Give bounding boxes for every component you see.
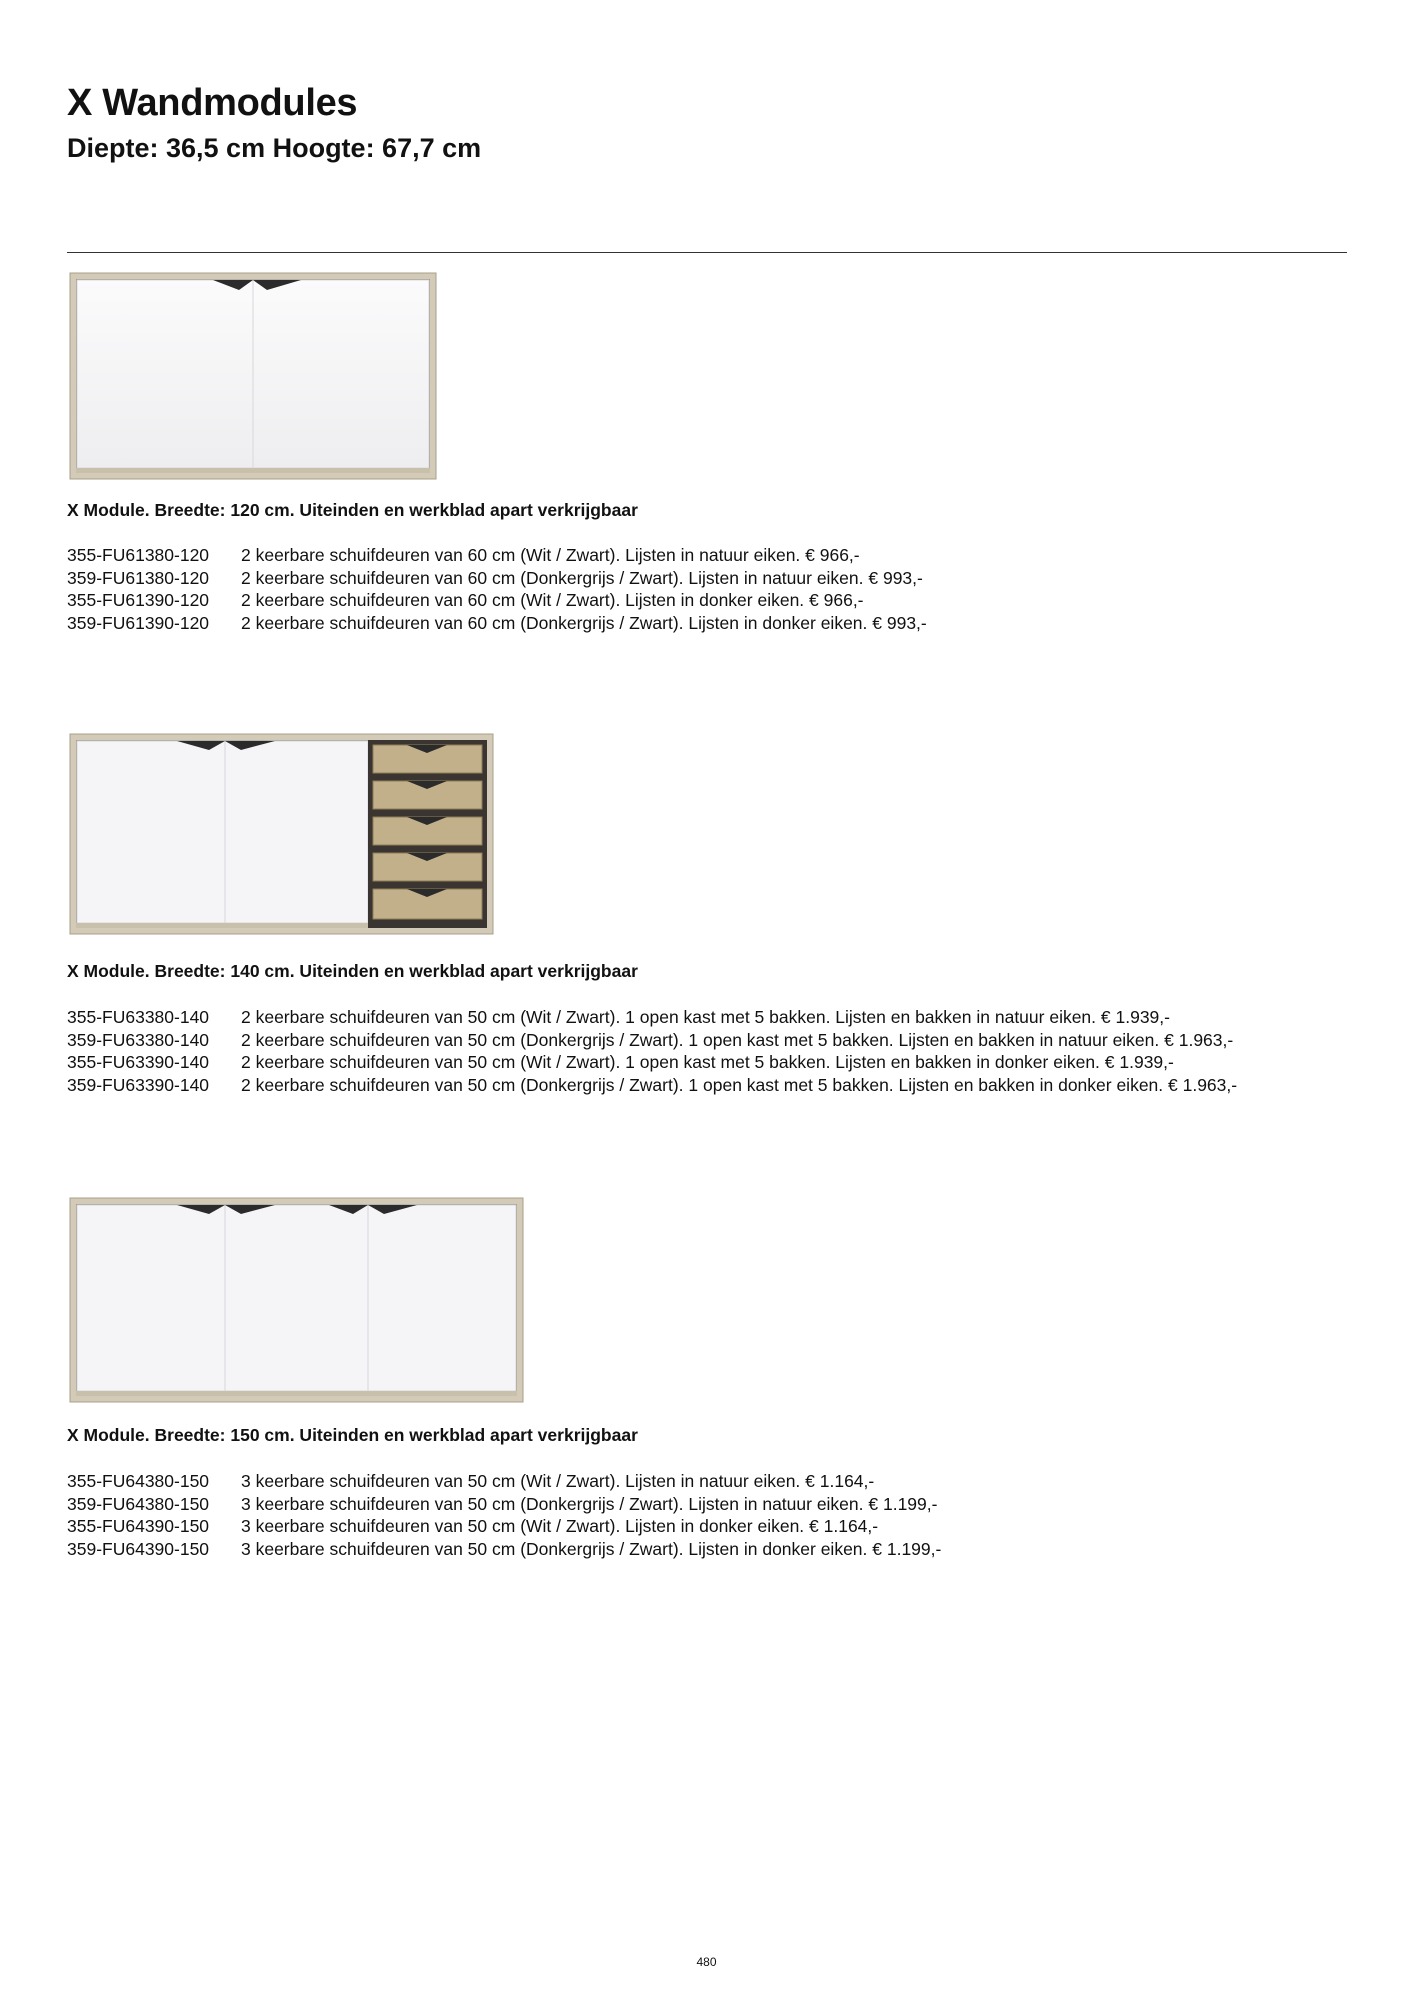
item-code: 359-FU61390-120 <box>67 613 210 634</box>
section-heading: X Module. Breedte: 120 cm. Uiteinden en werkblad apart verkrijgbaar <box>67 500 638 520</box>
item-code: 355-FU63390-140 <box>67 1052 210 1073</box>
item-code: 359-FU63390-140 <box>67 1075 210 1096</box>
item-code: 355-FU61380-120 <box>67 545 210 565</box>
page-title: X Wandmodules <box>67 82 358 124</box>
item-code: 359-FU64380-150 <box>67 1493 210 1514</box>
item-description: 3 keerbare schuifdeuren van 50 cm (Wit / Zwart). Lijsten in natuur eiken. € 1.164,- <box>241 1471 875 1491</box>
title-divider <box>67 252 1347 253</box>
item-description: 2 keerbare schuifdeuren van 60 cm (Wit / Zwart). Lijsten in donker eiken. € 966,- <box>241 590 864 611</box>
cabinet-image-150 <box>69 1197 524 1403</box>
item-code: 359-FU64390-150 <box>67 1539 210 1560</box>
item-code: 355-FU61390-120 <box>67 590 210 611</box>
item-code: 355-FU64380-150 <box>67 1471 210 1491</box>
item-description: 3 keerbare schuifdeuren van 50 cm (Donkergrijs / Zwart). Lijsten in natuur eiken. € 1.199,- <box>241 1493 938 1514</box>
item-description: 2 keerbare schuifdeuren van 50 cm (Donkergrijs / Zwart). 1 open kast met 5 bakken. Lijsten en bakken in donker eiken. € 1.963,- <box>241 1075 1238 1096</box>
item-description: 2 keerbare schuifdeuren van 50 cm (Donkergrijs / Zwart). 1 open kast met 5 bakken. Lijsten en bakken in natuur eiken. € 1.963,- <box>241 1029 1234 1050</box>
item-description: 2 keerbare schuifdeuren van 60 cm (Donkergrijs / Zwart). Lijsten in natuur eiken. € 993,- <box>241 567 923 588</box>
item-description: 2 keerbare schuifdeuren van 60 cm (Donkergrijs / Zwart). Lijsten in donker eiken. € 993,- <box>241 613 927 634</box>
page-number: 480 <box>696 1955 717 1969</box>
item-code: 359-FU63380-140 <box>67 1029 210 1050</box>
item-code: 355-FU63380-140 <box>67 1007 210 1027</box>
item-description: 2 keerbare schuifdeuren van 60 cm (Wit / Zwart). Lijsten in natuur eiken. € 966,- <box>241 545 860 565</box>
item-code: 359-FU61380-120 <box>67 567 210 588</box>
item-code: 355-FU64390-150 <box>67 1516 210 1537</box>
item-description: 3 keerbare schuifdeuren van 50 cm (Wit / Zwart). Lijsten in donker eiken. € 1.164,- <box>241 1516 879 1537</box>
item-description: 3 keerbare schuifdeuren van 50 cm (Donkergrijs / Zwart). Lijsten in donker eiken. € 1.199,- <box>241 1539 942 1560</box>
page-subtitle: Diepte: 36,5 cm Hoogte: 67,7 cm <box>67 133 482 163</box>
item-description: 2 keerbare schuifdeuren van 50 cm (Wit / Zwart). 1 open kast met 5 bakken. Lijsten en bakken in donker eiken. € 1.939,- <box>241 1052 1174 1073</box>
item-description: 2 keerbare schuifdeuren van 50 cm (Wit / Zwart). 1 open kast met 5 bakken. Lijsten en bakken in natuur eiken. € 1.939,- <box>241 1007 1170 1027</box>
section-heading: X Module. Breedte: 140 cm. Uiteinden en werkblad apart verkrijgbaar <box>67 961 638 981</box>
cabinet-image-120 <box>69 272 437 480</box>
section-heading: X Module. Breedte: 150 cm. Uiteinden en werkblad apart verkrijgbaar <box>67 1425 638 1445</box>
cabinet-image-140 <box>69 733 494 935</box>
